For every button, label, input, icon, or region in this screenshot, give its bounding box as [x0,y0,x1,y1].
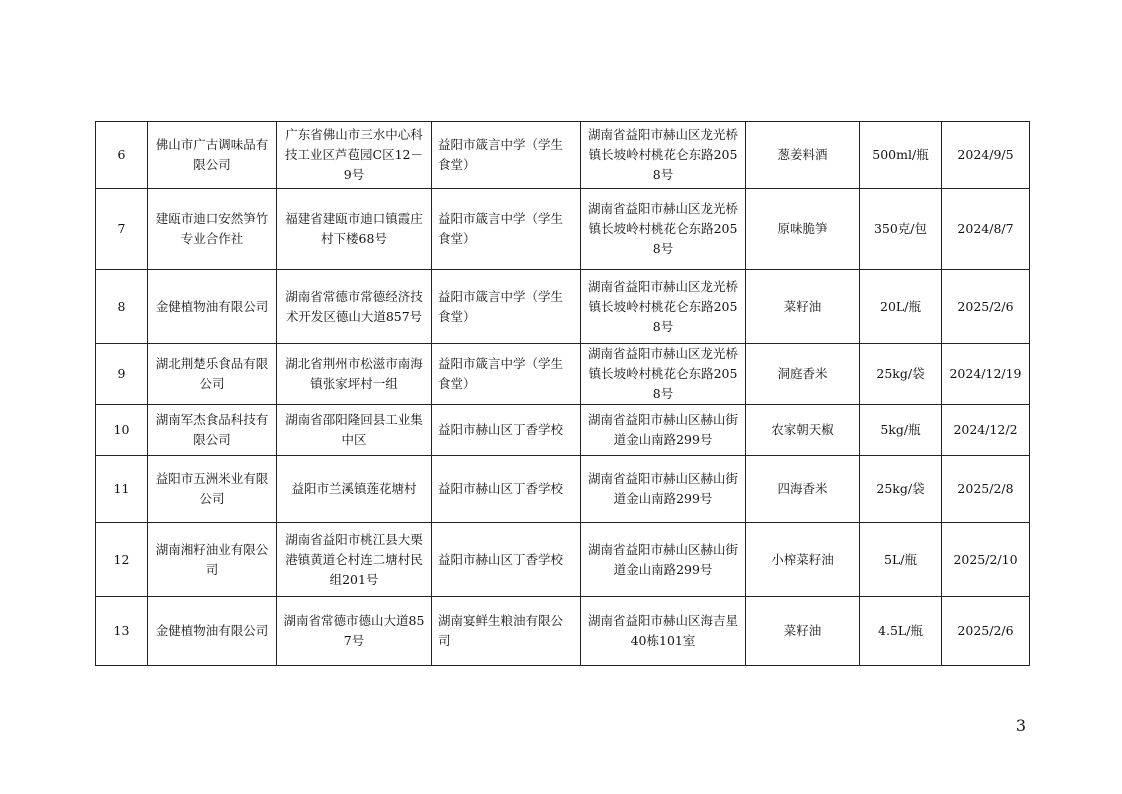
cell-production-date: 2025/2/8 [942,456,1030,523]
table-row [96,189,1030,270]
cell-sampled-unit: 益阳市箴言中学（学生食堂） [432,344,581,405]
cell-specification: 5L/瓶 [860,523,942,597]
cell-producer-name: 湖南军杰食品科技有限公司 [148,405,277,456]
table-row [96,523,1030,597]
table-body [96,122,1030,666]
cell-producer-name: 金健植物油有限公司 [148,597,277,666]
cell-serial-number: 13 [96,597,148,666]
cell-producer-name: 湖南湘籽油业有限公司 [148,523,277,597]
cell-producer-address: 湖南省常德市德山大道857号 [277,597,432,666]
cell-sampled-unit: 益阳市赫山区丁香学校 [432,405,581,456]
cell-serial-number: 11 [96,456,148,523]
cell-production-date: 2024/8/7 [942,189,1030,270]
cell-producer-name: 湖北荆楚乐食品有限公司 [148,344,277,405]
cell-producer-address: 湖南省益阳市桃江县大栗港镇黄道仑村连二塘村民组201号 [277,523,432,597]
cell-producer-address: 湖北省荆州市松滋市南海镇张家坪村一组 [277,344,432,405]
cell-sampled-unit-address: 湖南省益阳市赫山区海吉星40栋101室 [581,597,746,666]
cell-sampled-unit-address: 湖南省益阳市赫山区赫山街道金山南路299号 [581,405,746,456]
cell-producer-name: 金健植物油有限公司 [148,270,277,344]
cell-product-name: 菜籽油 [746,270,860,344]
cell-producer-name: 建瓯市迪口安然笋竹专业合作社 [148,189,277,270]
cell-serial-number: 7 [96,189,148,270]
cell-serial-number: 12 [96,523,148,597]
cell-sampled-unit: 益阳市箴言中学（学生食堂） [432,270,581,344]
cell-production-date: 2024/12/2 [942,405,1030,456]
table-row [96,270,1030,344]
cell-sampled-unit: 湖南宴鲜生粮油有限公司 [432,597,581,666]
cell-specification: 25kg/袋 [860,456,942,523]
cell-producer-address: 福建省建瓯市迪口镇霞庄村下楼68号 [277,189,432,270]
table-row [96,344,1030,405]
cell-specification: 4.5L/瓶 [860,597,942,666]
table-row [96,456,1030,523]
cell-product-name: 菜籽油 [746,597,860,666]
cell-specification: 25kg/袋 [860,344,942,405]
cell-production-date: 2025/2/6 [942,270,1030,344]
cell-product-name: 农家朝天椒 [746,405,860,456]
cell-sampled-unit-address: 湖南省益阳市赫山区龙光桥镇长坡岭村桃花仑东路2058号 [581,189,746,270]
table-row [96,405,1030,456]
cell-sampled-unit: 益阳市箴言中学（学生食堂） [432,189,581,270]
cell-producer-name: 佛山市广古调味品有限公司 [148,122,277,189]
cell-producer-address: 湖南省常德市常德经济技术开发区德山大道857号 [277,270,432,344]
cell-producer-name: 益阳市五洲米业有限公司 [148,456,277,523]
cell-production-date: 2025/2/10 [942,523,1030,597]
cell-product-name: 洞庭香米 [746,344,860,405]
cell-product-name: 四海香米 [746,456,860,523]
cell-product-name: 葱姜料酒 [746,122,860,189]
cell-producer-address: 广东省佛山市三水中心科技工业区芦苞园C区12－9号 [277,122,432,189]
cell-sampled-unit: 益阳市赫山区丁香学校 [432,523,581,597]
cell-specification: 20L/瓶 [860,270,942,344]
cell-sampled-unit: 益阳市赫山区丁香学校 [432,456,581,523]
table-row [96,597,1030,666]
cell-serial-number: 6 [96,122,148,189]
cell-sampled-unit-address: 湖南省益阳市赫山区赫山街道金山南路299号 [581,456,746,523]
cell-product-name: 原味脆笋 [746,189,860,270]
cell-specification: 500ml/瓶 [860,122,942,189]
cell-producer-address: 湖南省邵阳隆回县工业集中区 [277,405,432,456]
sampling-results-table [95,121,1030,666]
cell-serial-number: 9 [96,344,148,405]
cell-specification: 350克/包 [860,189,942,270]
cell-producer-address: 益阳市兰溪镇莲花塘村 [277,456,432,523]
cell-production-date: 2025/2/6 [942,597,1030,666]
cell-product-name: 小榨菜籽油 [746,523,860,597]
cell-specification: 5kg/瓶 [860,405,942,456]
cell-sampled-unit-address: 湖南省益阳市赫山区龙光桥镇长坡岭村桃花仑东路2058号 [581,270,746,344]
cell-sampled-unit-address: 湖南省益阳市赫山区赫山街道金山南路299号 [581,523,746,597]
cell-sampled-unit-address: 湖南省益阳市赫山区龙光桥镇长坡岭村桃花仑东路2058号 [581,122,746,189]
table-row [96,122,1030,189]
cell-sampled-unit: 益阳市箴言中学（学生食堂） [432,122,581,189]
cell-sampled-unit-address: 湖南省益阳市赫山区龙光桥镇长坡岭村桃花仑东路2058号 [581,344,746,405]
cell-serial-number: 8 [96,270,148,344]
cell-production-date: 2024/9/5 [942,122,1030,189]
cell-production-date: 2024/12/19 [942,344,1030,405]
cell-serial-number: 10 [96,405,148,456]
page-number: 3 [1015,716,1026,735]
